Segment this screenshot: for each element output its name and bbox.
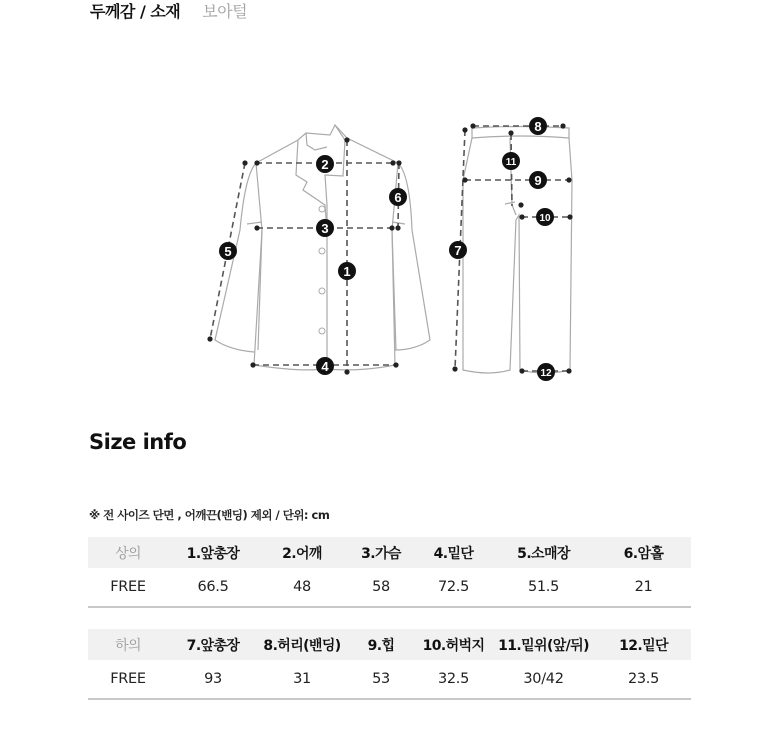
top-size-table xyxy=(88,537,691,608)
material-label: 두께감 / 소재 xyxy=(90,1,181,21)
table-header-row xyxy=(88,537,691,568)
marker-7 xyxy=(449,241,467,259)
marker-10 xyxy=(536,208,554,226)
size-note: ※ 전 사이즈 단면 , 어깨끈(밴딩) 제외 / 단위: cm xyxy=(89,508,330,522)
marker-12 xyxy=(537,363,555,381)
marker-5 xyxy=(219,242,237,260)
svg-text:2: 2 xyxy=(321,157,329,172)
bottom-size-table xyxy=(88,629,691,700)
table-cell: 53 xyxy=(346,660,416,699)
svg-text:8: 8 xyxy=(534,119,542,134)
svg-text:12: 12 xyxy=(540,368,552,379)
table-cell: 48 xyxy=(258,568,346,607)
table-cell: 58 xyxy=(346,568,416,607)
svg-text:10: 10 xyxy=(539,213,551,224)
material-info xyxy=(90,0,247,22)
svg-text:9: 9 xyxy=(534,173,542,188)
table-row xyxy=(88,660,691,699)
svg-text:5: 5 xyxy=(224,244,232,259)
column-header: 5.소매장 xyxy=(491,537,596,568)
table-cell: 23.5 xyxy=(596,660,691,699)
table-cell: 93 xyxy=(168,660,258,699)
category-label: 상의 xyxy=(88,537,168,568)
marker-11 xyxy=(502,152,520,170)
size-label: FREE xyxy=(88,568,168,607)
marker-3 xyxy=(316,219,334,237)
column-header: 11.밑위(앞/뒤) xyxy=(491,629,596,660)
column-header: 4.밑단 xyxy=(416,537,491,568)
column-header: 9.힙 xyxy=(346,629,416,660)
marker-8 xyxy=(529,117,547,135)
svg-text:3: 3 xyxy=(321,221,329,236)
size-info-title: Size info xyxy=(89,430,187,454)
table-cell: 30/42 xyxy=(491,660,596,699)
svg-text:7: 7 xyxy=(454,243,462,258)
svg-text:1: 1 xyxy=(343,264,351,279)
svg-text:4: 4 xyxy=(321,359,329,374)
marker-2 xyxy=(316,155,334,173)
material-value: 보아털 xyxy=(202,1,248,21)
column-header: 6.암홀 xyxy=(596,537,691,568)
size-measurement-diagram xyxy=(195,110,595,390)
table-cell: 32.5 xyxy=(416,660,491,699)
marker-6 xyxy=(389,188,407,206)
column-header: 3.가슴 xyxy=(346,537,416,568)
table-cell: 66.5 xyxy=(168,568,258,607)
table-header-row xyxy=(88,629,691,660)
svg-text:6: 6 xyxy=(394,190,402,205)
table-cell: 51.5 xyxy=(491,568,596,607)
column-header: 12.밑단 xyxy=(596,629,691,660)
table-cell: 31 xyxy=(258,660,346,699)
table-row xyxy=(88,568,691,607)
column-header: 7.앞총장 xyxy=(168,629,258,660)
svg-text:11: 11 xyxy=(505,157,517,168)
column-header: 1.앞총장 xyxy=(168,537,258,568)
table-cell: 21 xyxy=(596,568,691,607)
marker-4 xyxy=(316,357,334,375)
category-label: 하의 xyxy=(88,629,168,660)
column-header: 10.허벅지 xyxy=(416,629,491,660)
marker-9 xyxy=(529,171,547,189)
size-label: FREE xyxy=(88,660,168,699)
table-cell: 72.5 xyxy=(416,568,491,607)
column-header: 8.허리(밴딩) xyxy=(258,629,346,660)
column-header: 2.어깨 xyxy=(258,537,346,568)
marker-1 xyxy=(338,262,356,280)
